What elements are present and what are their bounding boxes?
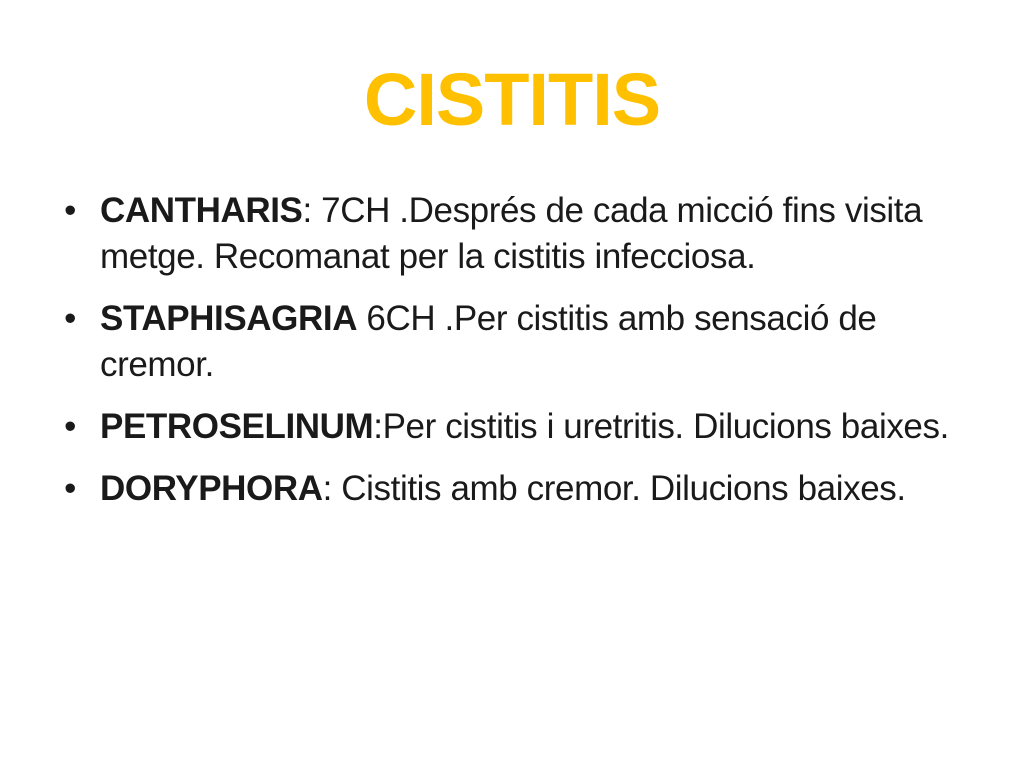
- bullet-list: [64, 188, 960, 528]
- remedy-name: PETROSELINUM: [100, 407, 374, 446]
- remedy-name: STAPHISAGRIA: [100, 299, 358, 338]
- remedy-description: : 7CH .Després de cada micció fins visita metge. Recomanat per la cistitis infecciosa.: [100, 191, 923, 276]
- bullet-icon: •: [64, 469, 76, 508]
- bullet-icon: •: [64, 407, 76, 446]
- remedy-name: DORYPHORA: [100, 469, 323, 508]
- remedy-name: CANTHARIS: [100, 191, 303, 230]
- bullet-item-staphisagria: [64, 296, 960, 388]
- slide-title: CISTITIS: [363, 58, 661, 141]
- bullet-icon: •: [64, 299, 76, 338]
- bullet-item-petroselinum: [64, 404, 960, 450]
- bullet-item-cantharis: [64, 188, 960, 280]
- bullet-item-doryphora: [64, 466, 960, 512]
- bullet-icon: •: [64, 191, 76, 230]
- remedy-description: :Per cistitis i uretritis. Dilucions baixes.: [373, 407, 949, 446]
- remedy-description: 6CH .Per cistitis amb sensació de cremor.: [100, 299, 877, 384]
- remedy-description: : Cistitis amb cremor. Dilucions baixes.: [322, 469, 906, 508]
